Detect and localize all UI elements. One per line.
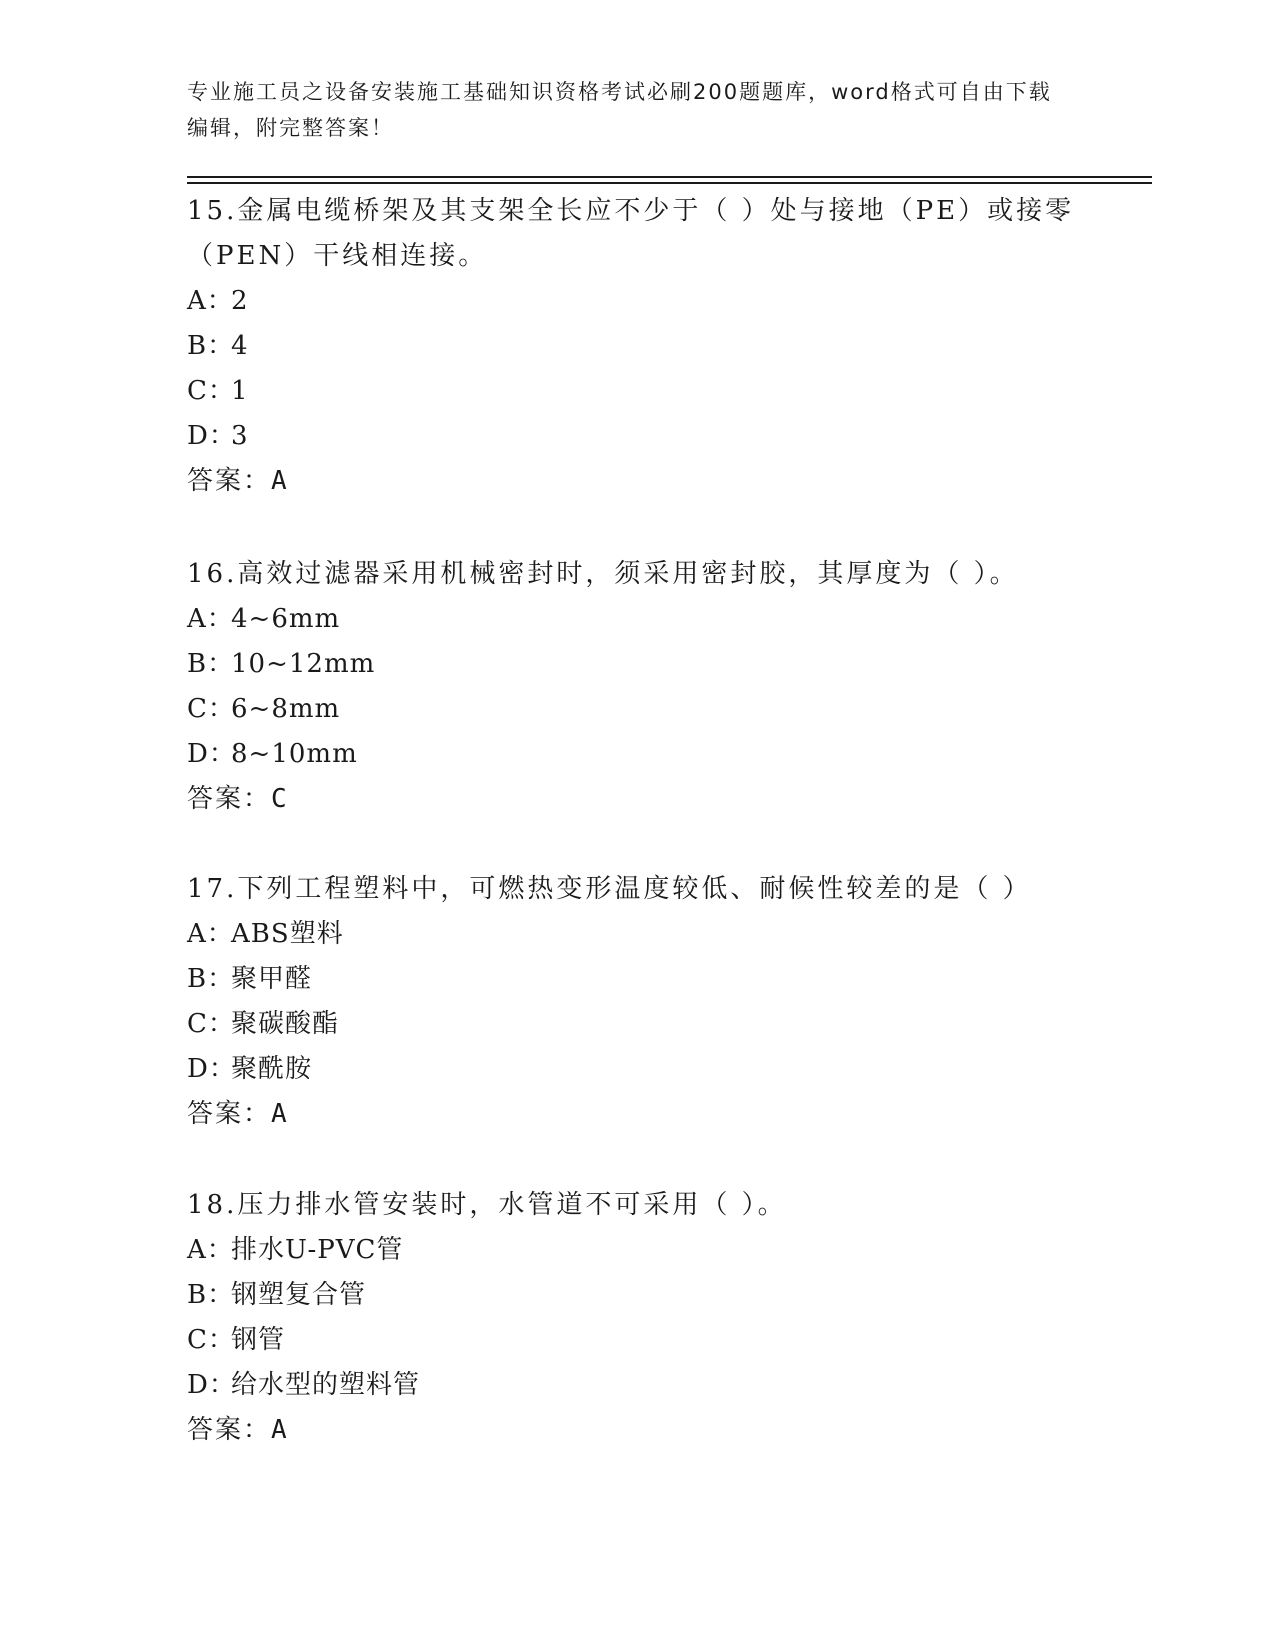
answer-label: 答案： bbox=[187, 1099, 272, 1129]
question-17 bbox=[187, 867, 1087, 1137]
question-stem: 16.高效过滤器采用机械密封时，须采用密封胶，其厚度为（ ）。 bbox=[187, 559, 1019, 589]
option-c bbox=[187, 369, 1087, 414]
option-b bbox=[187, 642, 1087, 687]
option-text: 钢管 bbox=[231, 1325, 286, 1355]
option-key: A： bbox=[187, 604, 234, 634]
option-key: B： bbox=[187, 964, 235, 994]
option-a bbox=[187, 912, 1087, 957]
option-key: A： bbox=[187, 1235, 234, 1265]
answer-label: 答案： bbox=[187, 1415, 272, 1445]
option-text: 聚酰胺 bbox=[231, 1054, 313, 1084]
option-a bbox=[187, 597, 1087, 642]
option-d bbox=[187, 732, 1087, 777]
option-key: C： bbox=[187, 694, 235, 724]
option-key: C： bbox=[187, 376, 235, 406]
option-key: D： bbox=[187, 421, 236, 451]
option-text: 给水型的塑料管 bbox=[231, 1370, 421, 1400]
option-d bbox=[187, 1047, 1087, 1092]
option-key: B： bbox=[187, 1280, 235, 1310]
option-text: 4 bbox=[231, 331, 249, 361]
option-text: 聚甲醛 bbox=[231, 964, 313, 994]
option-d bbox=[187, 1363, 1087, 1408]
option-key: C： bbox=[187, 1009, 235, 1039]
answer-line bbox=[187, 777, 1087, 822]
answer-label: 答案： bbox=[187, 466, 272, 496]
option-d bbox=[187, 414, 1087, 459]
option-text: 3 bbox=[231, 421, 249, 451]
answer-value: C bbox=[271, 784, 289, 814]
option-text: 8~10mm bbox=[231, 739, 358, 769]
option-b bbox=[187, 324, 1087, 369]
option-key: C： bbox=[187, 1325, 235, 1355]
option-c bbox=[187, 687, 1087, 732]
question-15 bbox=[187, 189, 1087, 504]
answer-label: 答案： bbox=[187, 784, 272, 814]
option-key: B： bbox=[187, 649, 235, 679]
answer-line bbox=[187, 459, 1087, 504]
answer-value: A bbox=[271, 1099, 289, 1129]
header-divider-top bbox=[187, 176, 1152, 178]
option-key: D： bbox=[187, 739, 236, 769]
option-a bbox=[187, 279, 1087, 324]
answer-value: A bbox=[271, 466, 289, 496]
option-key: D： bbox=[187, 1370, 236, 1400]
option-text: 2 bbox=[231, 286, 249, 316]
option-text: 6~8mm bbox=[231, 694, 341, 724]
option-key: A： bbox=[187, 286, 234, 316]
answer-line bbox=[187, 1408, 1087, 1453]
option-text: 1 bbox=[231, 376, 249, 406]
option-a bbox=[187, 1228, 1087, 1273]
document-header: 专业施工员之设备安装施工基础知识资格考试必刷200题题库，word格式可自由下载编辑，附完整答案！ bbox=[187, 80, 1052, 140]
option-text: 钢塑复合管 bbox=[231, 1280, 367, 1310]
question-18 bbox=[187, 1183, 1087, 1453]
option-c bbox=[187, 1002, 1087, 1047]
option-c bbox=[187, 1318, 1087, 1363]
answer-line bbox=[187, 1092, 1087, 1137]
answer-value: A bbox=[271, 1415, 289, 1445]
option-text: 聚碳酸酯 bbox=[231, 1009, 340, 1039]
option-b bbox=[187, 1273, 1087, 1318]
header-divider-bottom bbox=[187, 182, 1152, 184]
question-16 bbox=[187, 552, 1087, 822]
option-b bbox=[187, 957, 1087, 1002]
option-key: A： bbox=[187, 919, 234, 949]
option-key: B： bbox=[187, 331, 235, 361]
option-text: 排水U-PVC管 bbox=[231, 1235, 404, 1265]
option-text: 10~12mm bbox=[231, 649, 376, 679]
question-stem: 15.金属电缆桥架及其支架全长应不少于（ ）处与接地（PE）或接零（PEN）干线相连接。 bbox=[187, 196, 1075, 271]
question-stem: 17.下列工程塑料中，可燃热变形温度较低、耐候性较差的是（ ） bbox=[187, 874, 1032, 904]
option-key: D： bbox=[187, 1054, 236, 1084]
question-stem: 18.压力排水管安装时，水管道不可采用（ ）。 bbox=[187, 1190, 787, 1220]
option-text: 4~6mm bbox=[231, 604, 341, 634]
option-text: ABS塑料 bbox=[231, 919, 344, 949]
